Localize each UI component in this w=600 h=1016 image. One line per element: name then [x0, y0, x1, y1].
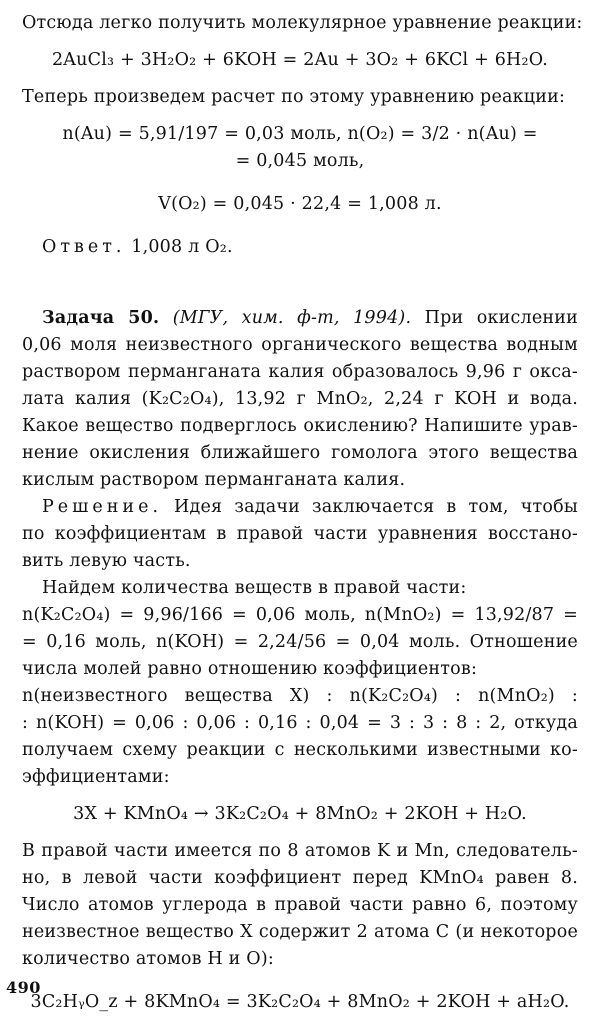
task-line: 0,06 моля неизвестного органического вещества водным	[22, 335, 578, 355]
solution-line: В правой части имеется по 8 атомов K и Mn, следователь-	[22, 841, 578, 861]
answer-line	[22, 234, 578, 261]
solution-line: Найдем количества веществ в правой части:	[42, 578, 467, 598]
equation-molecular: 2AuCl₃ + 3H₂O₂ + 6KOH = 2Au + 3O₂ + 6KCl + 6H₂O.	[51, 50, 549, 70]
task-heading	[22, 305, 578, 332]
solution-line: количество атомов H и O):	[22, 949, 274, 969]
solution-line: неизвестное вещество X содержит 2 атома C (и некоторое	[22, 922, 578, 942]
solution-line: Число атомов углерода в правой части равно 6, поэтому	[22, 895, 578, 915]
task-line: лата калия (K₂C₂O₄), 13,92 г MnO₂, 2,24 г KOH и вода.	[22, 389, 578, 409]
text-line: Теперь произведем расчет по этому уравнению реакции:	[22, 87, 566, 107]
answer-value: 1,008 л O₂.	[125, 237, 233, 257]
solution-line: : n(KOH) = 0,06 : 0,06 : 0,16 : 0,04 = 3 : 3 : 8 : 2, откуда	[22, 713, 578, 733]
task-line: кислым раствором перманганата калия.	[22, 470, 406, 490]
solution-line: эффициентами:	[22, 767, 170, 787]
solution-text: Идея задачи заключается в том, чтобы	[162, 497, 578, 517]
equation-amounts: n(Au) = 5,91/197 = 0,03 моль, n(O₂) = 3/2 · n(Au) =	[62, 124, 538, 144]
solution-label: Решение.	[42, 497, 163, 517]
task-line: раствором перманганата калия образовалось 9,96 г окса-	[22, 362, 578, 382]
equation-amounts-cont: = 0,045 моль,	[235, 151, 365, 171]
solution-line: числа молей равно отношению коэффициентов:	[22, 659, 478, 679]
equation-scheme: 3X + KMnO₄ → 3K₂C₂O₄ + 8MnO₂ + 2KOH + H₂O.	[73, 804, 527, 824]
equation-final: 3C₂HᵧO_z + 8KMnO₄ = 3K₂C₂O₄ + 8MnO₂ + 2KOH + aH₂O.	[30, 992, 570, 1012]
solution-heading	[22, 494, 578, 521]
task-line: нение окисления ближайшего гомолога этого вещества	[22, 443, 578, 463]
solution-line: = 0,16 моль, n(KOH) = 2,24/56 = 0,04 моль. Отношение	[22, 632, 578, 652]
solution-line: вить левую часть.	[22, 551, 191, 571]
solution-line: n(K₂C₂O₄) = 9,96/166 = 0,06 моль, n(MnO₂) = 13,92/87 =	[22, 605, 578, 625]
page-number: 490	[6, 978, 41, 997]
text-line: Отсюда легко получить молекулярное уравнение реакции:	[22, 13, 583, 33]
answer-label: Ответ.	[42, 237, 126, 257]
solution-line: n(неизвестного вещества X) : n(K₂C₂O₄) : n(MnO₂) :	[22, 686, 578, 706]
solution-line: но, в левой части коэффициент перед KMnO₄ равен 8.	[22, 868, 578, 888]
equation-volume: V(O₂) = 0,045 · 22,4 = 1,008 л.	[158, 194, 442, 214]
task-text: При окислении	[411, 308, 578, 328]
solution-line: по коэффициентам в правой части уравнения восстано-	[22, 524, 578, 544]
task-label: Задача 50.	[42, 308, 160, 328]
task-line: Какое вещество подверглось окислению? Напишите урав-	[22, 416, 578, 436]
task-source: (МГУ, хим. ф-т, 1994).	[159, 308, 412, 328]
solution-line: получаем схему реакции с несколькими известными ко-	[22, 740, 578, 760]
